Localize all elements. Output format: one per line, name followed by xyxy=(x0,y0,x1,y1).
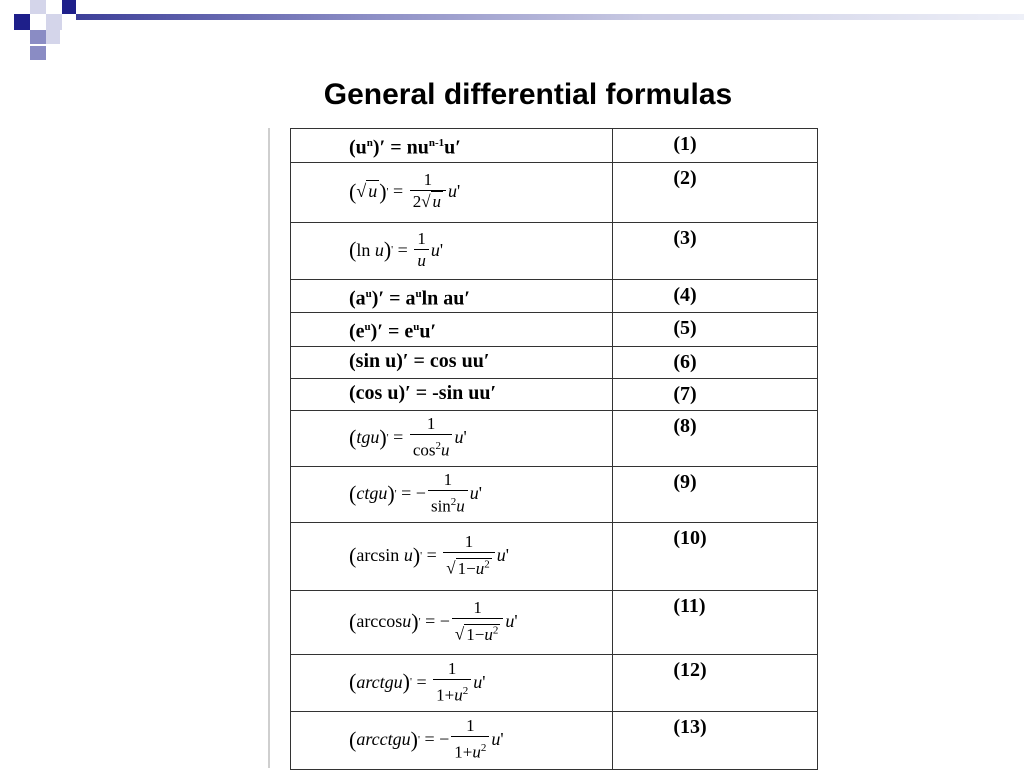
formula-cell: ( ctgu ) ' = − $\frac{1}{\sin^2u}$ u ' xyxy=(291,466,613,522)
scan-edge xyxy=(268,128,270,768)
header-stripe xyxy=(76,14,1024,20)
formula-cell: (cos u)′ = -sin uu′ xyxy=(291,378,613,410)
formula-cell: ( arcctgu ) ' = − $\frac{1}{1+u^2}$ u ' xyxy=(291,711,613,769)
table-row xyxy=(291,346,818,378)
table-row xyxy=(291,222,818,279)
deco-square-navy xyxy=(62,0,76,14)
formula-table-image xyxy=(268,124,818,768)
formula-cell: ( arcsin u ) ' = $\frac{1}{√ 1-u^2}$ u ' xyxy=(291,522,613,590)
table-row xyxy=(291,590,818,654)
formula-number: (3) xyxy=(613,222,818,279)
table-row xyxy=(291,466,818,522)
table-row xyxy=(291,279,818,313)
formula-number: (5) xyxy=(613,313,818,347)
formula-table xyxy=(290,128,818,770)
formula-number: (6) xyxy=(613,346,818,378)
formula-cell: ( arctgu ) ' = $\frac{1}{1+u^2}$ u ' xyxy=(291,654,613,711)
deco-square-light xyxy=(30,0,46,14)
deco-square-mid xyxy=(30,30,46,44)
formula-number: (10) xyxy=(613,522,818,590)
table-row xyxy=(291,313,818,347)
table-row xyxy=(291,654,818,711)
deco-square-navy xyxy=(14,14,30,30)
formula-number: (7) xyxy=(613,378,818,410)
formula-cell: ( ln u ) ' = $\frac{1}{u}$ u ' xyxy=(291,222,613,279)
table-row xyxy=(291,522,818,590)
formula-number: (8) xyxy=(613,410,818,466)
formula-cell: (sin u)′ = cos uu′ xyxy=(291,346,613,378)
table-row xyxy=(291,162,818,222)
formula-number: (11) xyxy=(613,590,818,654)
formula-number: (13) xyxy=(613,711,818,769)
formula-cell: ( √ u ) ' = $\frac{1}{2√ u}$ u ' xyxy=(291,162,613,222)
table-row xyxy=(291,129,818,163)
formula-cell: ( arccos u ) ' = − $\frac{1}{√ 1-u^2}$ u ' xyxy=(291,590,613,654)
formula-number: (2) xyxy=(613,162,818,222)
formula-cell: ( tgu ) ' = $\frac{1}{\cos^2u}$ u ' xyxy=(291,410,613,466)
deco-square-light xyxy=(46,14,62,30)
formula-number: (1) xyxy=(613,129,818,163)
deco-square-light xyxy=(46,30,60,44)
formula-cell: $(a^u)' = a^u\ln$ au′ xyxy=(291,279,613,313)
table-row xyxy=(291,378,818,410)
formula-cell: $(e^u)' = e^uu'$ xyxy=(291,313,613,347)
deco-square-mid xyxy=(30,46,46,60)
table-row xyxy=(291,410,818,466)
formula-number: (4) xyxy=(613,279,818,313)
formula-number: (9) xyxy=(613,466,818,522)
table-row xyxy=(291,711,818,769)
slide-title: General differential formulas xyxy=(323,78,733,111)
formula-cell: $(u^n)' = nu^{n-1}u'$ xyxy=(291,129,613,163)
formula-number: (12) xyxy=(613,654,818,711)
